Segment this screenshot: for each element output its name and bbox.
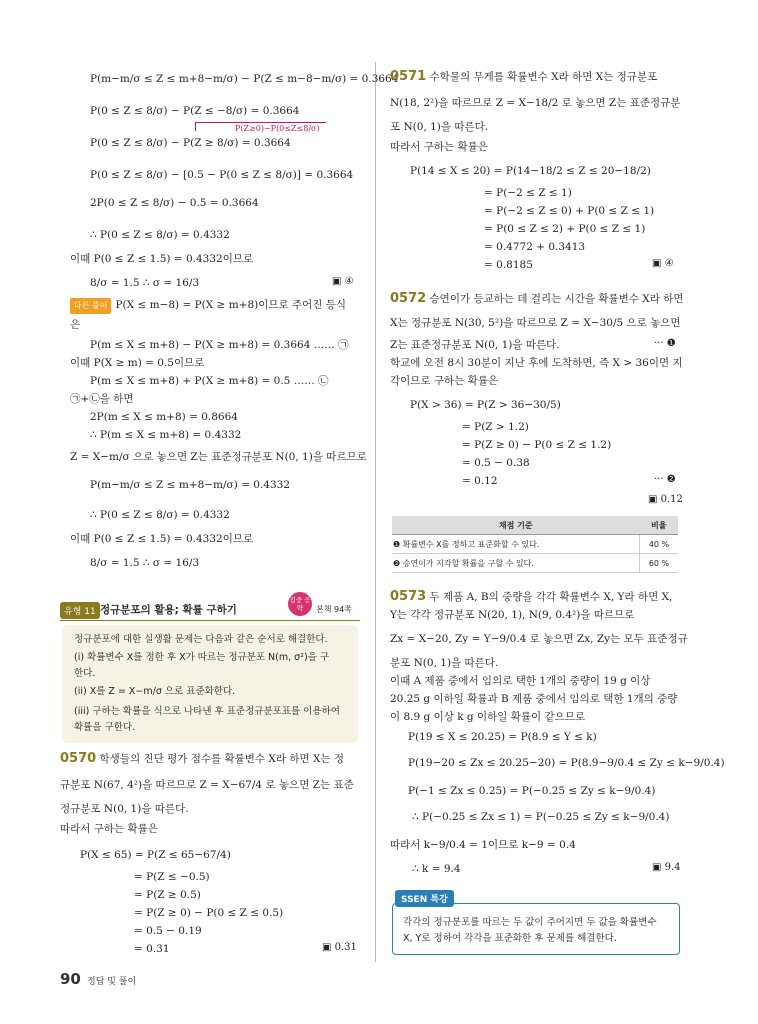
text-line: 각이므로 구하는 확률은 — [390, 375, 499, 387]
eq-line: P(X > 36) = P(Z > 36−30/5) — [410, 399, 561, 411]
text-line: 따라서 k−9/0.4 = 1이므로 k−9 = 0.4 — [390, 839, 576, 851]
eq-line: = P(Z ≥ 0.5) — [134, 889, 201, 901]
question-0573: 0573 두 제품 A, B의 중량을 각각 확률변수 X, Y라 하면 X, — [390, 589, 673, 604]
grading-table — [392, 516, 678, 573]
text-line: 이때 P(0 ≤ Z ≤ 1.5) = 0.4332이므로 — [70, 533, 254, 545]
answer-mark: ▣ ④ — [652, 258, 674, 269]
eq-line: P(0 ≤ Z ≤ 8/σ) − [0.5 − P(0 ≤ Z ≤ 8/σ)] = 0.3664 — [90, 169, 354, 181]
eq-line: P(0 ≤ Z ≤ 8/σ) − P(Z ≤ −8/σ) = 0.3664 — [90, 105, 300, 117]
text-line: 이때 A 제품 중에서 임의로 택한 1개의 중량이 19 g 이상 — [390, 675, 651, 687]
table-header: 비율 — [640, 516, 679, 535]
eq-line: = 0.8185 — [484, 259, 533, 271]
text-line: 분포 N(0, 1)을 따른다. — [390, 657, 499, 669]
eq-line: ∴ P(0 ≤ Z ≤ 8/σ) = 0.4332 — [90, 229, 230, 241]
text-line: 따라서 구하는 확률은 — [390, 141, 488, 153]
text-line: 따라서 구하는 확률은 — [60, 823, 158, 835]
eq-line: ∴ P(−0.25 ≤ Zx ≤ 1) = P(−0.25 ≤ Zy ≤ k−9/0.4) — [412, 811, 670, 823]
type-title: 정규분포의 활용; 확률 구하기 — [100, 604, 237, 616]
eq-line: ∴ P(m ≤ X ≤ m+8) = 0.4332 — [90, 429, 242, 441]
type-header — [60, 596, 360, 621]
eq-line: P(−1 ≤ Zx ≤ 0.25) = P(−0.25 ≤ Zy ≤ k−9/0.4) — [408, 785, 656, 797]
eq-line: = P(Z ≥ 0) − P(0 ≤ Z ≤ 0.5) — [134, 907, 284, 919]
text-line: 포 N(0, 1)을 따른다. — [390, 121, 489, 133]
table-header: 채점 기준 — [392, 516, 640, 535]
question-0571: 0571 수학물의 무게를 확률변수 X라 하면 X는 정규분포 — [390, 69, 658, 84]
answer-mark: ▣ 0.31 — [322, 942, 357, 953]
eq-line: = P(−2 ≤ Z ≤ 1) — [484, 187, 572, 199]
answer-mark: ▣ 0.12 — [648, 494, 683, 505]
eq-line: ∴ k = 9.4 — [412, 863, 461, 875]
ssen-box — [392, 903, 680, 955]
text-line: 20.25 g 이하일 확률과 B 제품 중에서 임의로 택한 1개의 중량 — [390, 693, 678, 705]
ssen-tag: SSEN 특강 — [395, 890, 454, 907]
table-cell: ❶ 확률변수 X를 정하고 표준화할 수 있다. — [392, 535, 640, 554]
eq-line: = P(Z ≥ 0) − P(0 ≤ Z ≤ 1.2) — [462, 439, 612, 451]
question-0572: 0572 승연이가 등교하는 데 걸리는 시간을 확률변수 X라 하면 — [390, 291, 684, 306]
info-line: (iii) 구하는 확률을 식으로 나타낸 후 표준정규분포표를 이용하여 — [74, 706, 340, 717]
text-line: 이 8.9 g 이상 k g 이하일 확률이 같으므로 — [390, 711, 586, 723]
eq-line: 2P(0 ≤ Z ≤ 8/σ) − 0.5 = 0.3664 — [90, 197, 259, 209]
other-solution-badge: 다른 풀이 — [70, 298, 111, 314]
text-line: Z는 표준정규분포 N(0, 1)을 따른다. — [390, 339, 560, 351]
table-cell: 40 % — [640, 535, 679, 554]
text-line: X는 정규분포 N(30, 5²)을 따르므로 Z = X−30/5 으로 놓으면 — [390, 317, 681, 329]
eq-line: P(m−m/σ ≤ Z ≤ m+8−m/σ) − P(Z ≤ m−8−m/σ) = 0.3664 — [90, 73, 399, 85]
question-0570: 0570 학생들의 진단 평가 점수를 확률변수 X라 하면 X는 정 — [60, 751, 345, 766]
eq-line: = P(Z ≤ −0.5) — [134, 871, 210, 883]
focus-circle-badge: 집중 공략 — [288, 592, 312, 616]
text-line: 정규분포 N(0, 1)을 따른다. — [60, 803, 189, 815]
eq-line: P(19−20 ≤ Zx ≤ 20.25−20) = P(8.9−9/0.4 ≤ Zy ≤ k−9/0.4) — [408, 757, 725, 769]
info-line: (ii) X를 Z = X−m/σ 으로 표준화한다. — [74, 686, 236, 697]
page-number: 90 — [60, 970, 81, 988]
eq-line: = 0.12 — [462, 475, 498, 487]
ssen-line: X, Y로 정하여 각각을 표준화한 후 문제를 해결한다. — [403, 933, 617, 944]
type-tag: 유형 11 — [60, 602, 100, 619]
eq-line: P(m ≤ X ≤ m+8) + P(X ≥ m+8) = 0.5 …… ㉡ — [90, 375, 329, 387]
eq-line: P(14 ≤ X ≤ 20) = P(14−18/2 ≤ Z ≤ 20−18/2) — [410, 165, 651, 177]
eq-line: = 0.31 — [134, 943, 170, 955]
text-line: 이때 P(X ≥ m) = 0.5이므로 — [70, 357, 205, 369]
eq-line: = 0.5 − 0.38 — [462, 457, 530, 469]
ssen-line: 각각의 정규분포를 따르는 두 값이 주어지면 두 값을 확률변수 — [403, 917, 657, 928]
eq-line: = 0.5 − 0.19 — [134, 925, 202, 937]
text-line: Y는 각각 정규분포 N(20, 1), N(9, 0.4²)을 따르므로 — [390, 609, 635, 621]
step-marker: ··· ❷ — [654, 474, 676, 485]
book-reference: 본책 94쪽 — [316, 605, 352, 614]
eq-line: = 0.4772 + 0.3413 — [484, 241, 586, 253]
text-line: 은 — [70, 319, 81, 331]
eq-line: P(0 ≤ Z ≤ 8/σ) − P(Z ≥ 8/σ) = 0.3664 — [90, 137, 291, 149]
eq-line: P(X ≤ 65) = P(Z ≤ 65−67/4) — [80, 849, 231, 861]
eq-line: ∴ P(0 ≤ Z ≤ 8/σ) = 0.4332 — [90, 509, 230, 521]
table-cell: 60 % — [640, 554, 679, 573]
table-row — [392, 554, 678, 573]
table-row — [392, 535, 678, 554]
text-line: 이때 P(0 ≤ Z ≤ 1.5) = 0.4332이므로 — [70, 253, 254, 265]
answer-mark: ▣ 9.4 — [652, 862, 681, 873]
eq-line: P(m−m/σ ≤ Z ≤ m+8−m/σ) = 0.4332 — [90, 479, 291, 491]
eq-line: 8/σ = 1.5 ∴ σ = 16/3 — [90, 557, 200, 569]
eq-line: P(19 ≤ X ≤ 20.25) = P(8.9 ≤ Y ≤ k) — [408, 731, 597, 743]
table-cell: ❷ 승연이가 지각할 확률을 구할 수 있다. — [392, 554, 640, 573]
page-label: 정답 및 풀이 — [87, 977, 137, 987]
info-line: (i) 확률변수 X를 정한 후 X가 따르는 정규분포 N(m, σ²)을 구 — [74, 652, 330, 663]
text-line: Z = X−m/σ 으로 놓으면 Z는 표준정규분포 N(0, 1)을 따르므로 — [70, 451, 367, 463]
eq-line: = P(−2 ≤ Z ≤ 0) + P(0 ≤ Z ≤ 1) — [484, 205, 655, 217]
text-line: 학교에 오전 8시 30분이 지난 후에 도착하면, 즉 X > 36이면 지 — [390, 357, 683, 369]
text-line: ㉠+㉡을 하면 — [70, 393, 134, 405]
info-line: 확률을 구한다. — [74, 722, 136, 733]
info-box — [62, 625, 358, 743]
eq-line: 8/σ = 1.5 ∴ σ = 16/3 — [90, 277, 200, 289]
info-line: 한다. — [74, 668, 96, 679]
eq-line: 2P(m ≤ X ≤ m+8) = 0.8664 — [90, 411, 238, 423]
text-line: 다른 풀이 P(X ≤ m−8) = P(X ≥ m+8)이므로 주어진 등식 — [70, 298, 346, 314]
column-divider — [375, 62, 376, 962]
eq-line: = P(0 ≤ Z ≤ 2) + P(0 ≤ Z ≤ 1) — [484, 223, 646, 235]
text-line: 규분포 N(67, 4²)을 따르므로 Z = X−67/4 로 놓으면 Z는 표준 — [60, 779, 354, 791]
step-marker: ··· ❶ — [654, 338, 676, 349]
eq-line: P(m ≤ X ≤ m+8) − P(X ≥ m+8) = 0.3664 …… ㉠ — [90, 339, 349, 351]
text-line: Zx = X−20, Zy = Y−9/0.4 로 놓으면 Zx, Zy는 모두 표준정규 — [390, 633, 688, 645]
answer-mark: ▣ ④ — [332, 276, 354, 287]
eq-line: = P(Z > 1.2) — [462, 421, 529, 433]
info-line: 정규분포에 대한 실생활 문제는 다음과 같은 순서로 해결한다. — [74, 634, 328, 645]
text-line: N(18, 2²)을 따르므로 Z = X−18/2 로 놓으면 Z는 표준정규분 — [390, 97, 681, 109]
annotation-note: P(Z≥0)−P(0≤Z≤8/σ) — [235, 124, 320, 133]
